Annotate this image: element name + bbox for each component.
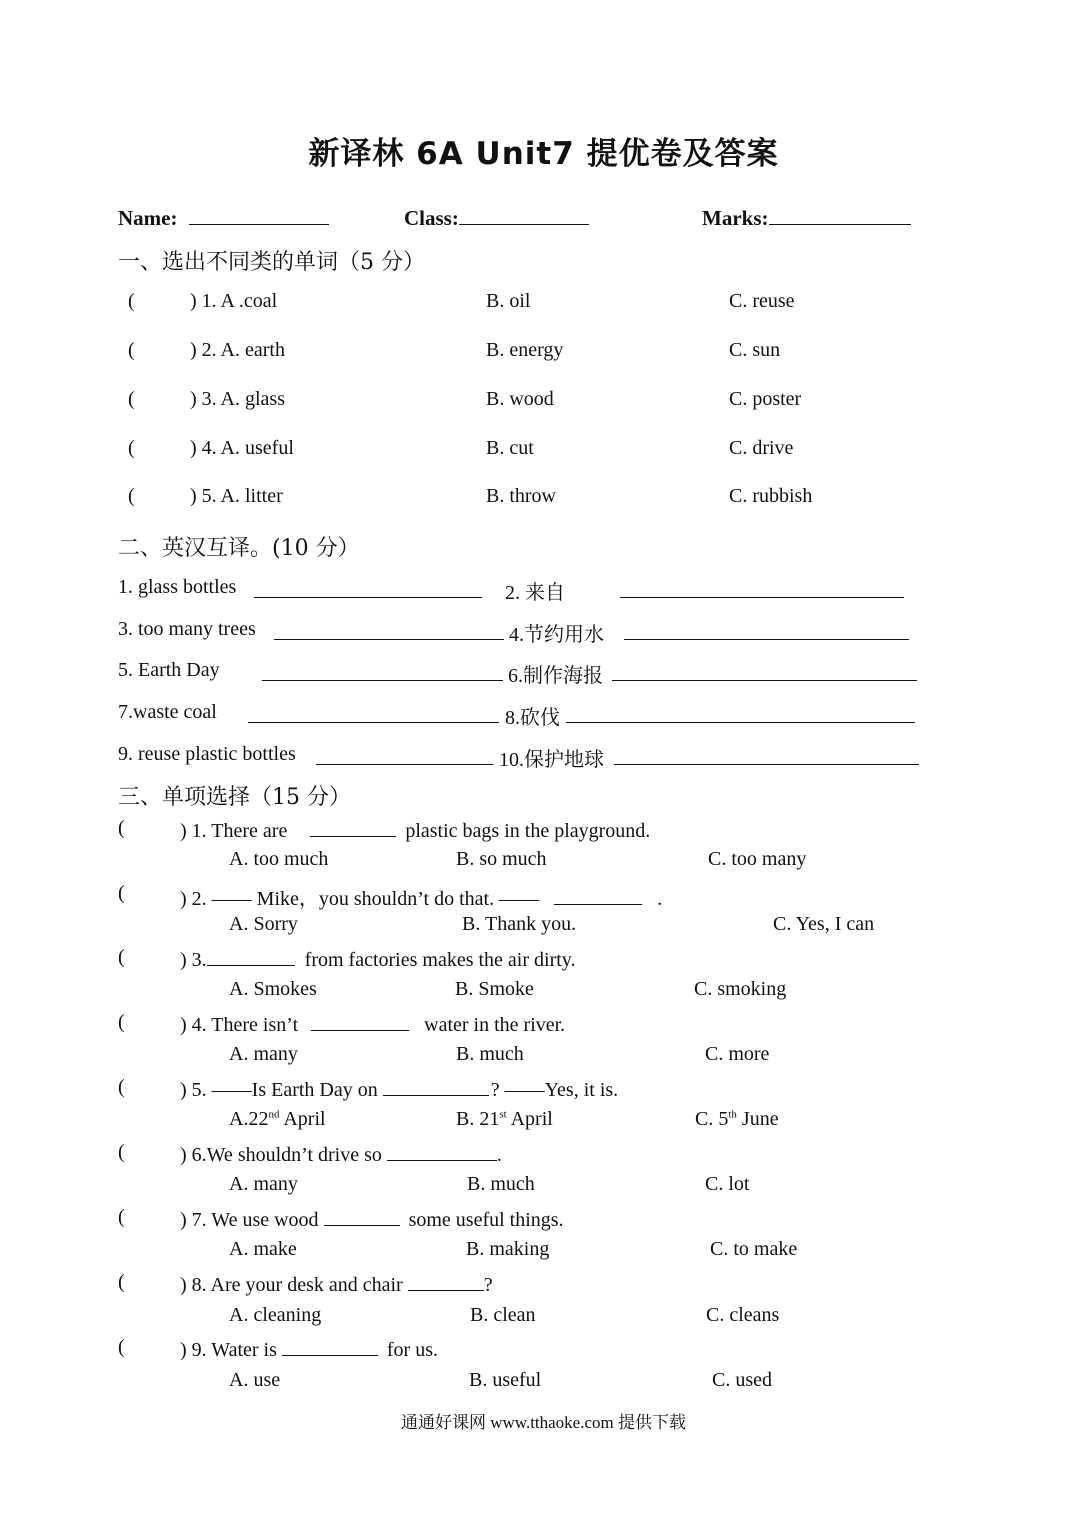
s2-blank3 <box>274 620 504 640</box>
footer-text: 通通好课网 www.tthaoke.com 提供下载 <box>400 1413 687 1432</box>
class-blank <box>459 205 589 225</box>
s2-blank10 <box>614 745 919 765</box>
s2-blank1 <box>254 578 482 598</box>
q-text: some useful things. <box>408 1209 564 1231</box>
s1-paren: ( <box>128 339 135 361</box>
section3-heading: 三、单项选择（15 分） <box>118 785 351 810</box>
s1-paren: ( <box>128 290 135 312</box>
s3-paren: ( <box>118 1271 125 1293</box>
q-blank <box>408 1271 484 1291</box>
s2-blank4 <box>624 620 909 640</box>
s2-item4: 4.节约用水 <box>509 624 604 646</box>
s3-q1-b: B. so much <box>456 848 547 870</box>
s3-paren: ( <box>118 1141 125 1163</box>
q-blank <box>387 1141 497 1161</box>
s1-q2-b: B. energy <box>486 339 564 361</box>
q-text: ) 1. There are <box>180 820 288 842</box>
q-text: ) 7. We use wood <box>180 1209 319 1231</box>
q-blank <box>324 1206 400 1226</box>
q-text: ? ——Yes, it is. <box>490 1079 619 1101</box>
opt-text: April <box>506 1108 553 1130</box>
q-blank <box>282 1336 378 1356</box>
opt-sup: th <box>728 1108 737 1121</box>
s3-paren: ( <box>118 882 125 904</box>
s1-q3-b: B. wood <box>486 388 554 410</box>
s3-q5-c <box>695 1108 779 1131</box>
s3-q1-a: A. too much <box>229 848 329 870</box>
s3-paren: ( <box>118 1011 125 1033</box>
q-text: ) 8. Are your desk and chair <box>180 1274 403 1296</box>
s3-q4-a: A. many <box>229 1043 298 1065</box>
s1-q2-a: ) 2. A. earth <box>190 339 285 361</box>
s3-q1-c: C. too many <box>708 848 807 870</box>
s1-q2-c: C. sun <box>729 339 781 361</box>
s2-blank9 <box>316 745 493 765</box>
s2-blank2 <box>620 578 904 598</box>
s2-item7: 7.waste coal <box>118 701 217 723</box>
s1-paren: ( <box>128 388 135 410</box>
opt-text: June <box>736 1108 779 1130</box>
s3-q2-text <box>180 882 662 911</box>
s2-item3: 3. too many trees <box>118 618 256 640</box>
s1-paren: ( <box>128 485 135 507</box>
class-label: Class: <box>404 206 459 230</box>
s3-q5-text <box>180 1076 618 1102</box>
q-text: ) 4. There isn’t <box>180 1014 299 1036</box>
s1-q1-c: C. reuse <box>729 290 795 312</box>
q-text: ) 3. <box>180 949 207 971</box>
section2-heading: 二、英汉互译。(10 分） <box>118 536 360 561</box>
s3-q5-a <box>229 1108 326 1131</box>
s1-q3-a: ) 3. A. glass <box>190 388 285 410</box>
q-text: . <box>657 888 663 910</box>
s2-item9: 9. reuse plastic bottles <box>118 743 296 765</box>
q-blank <box>207 946 295 966</box>
name-label: Name: <box>118 206 178 230</box>
name-field <box>118 205 329 231</box>
marks-blank <box>769 205 911 225</box>
s1-paren: ( <box>128 437 135 459</box>
s1-q5-a: ) 5. A. litter <box>190 485 283 507</box>
s3-q8-a: A. cleaning <box>229 1304 322 1326</box>
opt-sup: st <box>499 1108 507 1121</box>
page-title: 新译林 6A Unit7 提优卷及答案 <box>308 136 779 172</box>
q-blank <box>310 817 396 837</box>
s1-q5-b: B. throw <box>486 485 556 507</box>
s2-blank6 <box>612 661 917 681</box>
q-text: ) 9. Water is <box>180 1339 277 1361</box>
s2-item5: 5. Earth Day <box>118 659 220 681</box>
q-text: for us. <box>386 1339 438 1361</box>
s3-q6-c: C. lot <box>705 1173 750 1195</box>
class-field <box>404 205 589 231</box>
s1-q1-a: ) 1. A .coal <box>190 290 278 312</box>
opt-sup: nd <box>268 1108 280 1121</box>
s3-q9-b: B. useful <box>469 1369 542 1391</box>
s2-item2: 2. 来自 <box>505 582 565 604</box>
opt-text: April <box>279 1108 326 1130</box>
s3-q6-a: A. many <box>229 1173 298 1195</box>
s3-paren: ( <box>118 946 125 968</box>
s3-paren: ( <box>118 1206 125 1228</box>
q-blank <box>311 1011 409 1031</box>
s1-q4-c: C. drive <box>729 437 794 459</box>
s3-q4-b: B. much <box>456 1043 524 1065</box>
s3-q7-c: C. to make <box>710 1238 798 1260</box>
s3-paren: ( <box>118 1336 125 1358</box>
s2-blank8 <box>566 703 915 723</box>
s3-q9-c: C. used <box>712 1369 772 1391</box>
s2-blank5 <box>262 661 503 681</box>
opt-text: C. 5 <box>695 1108 729 1130</box>
q-blank <box>554 885 642 905</box>
q-text: water in the river. <box>424 1014 566 1036</box>
marks-label: Marks: <box>702 206 769 230</box>
q-text: ? <box>483 1274 493 1296</box>
s3-paren: ( <box>118 817 125 839</box>
s1-q1-b: B. oil <box>486 290 531 312</box>
q-text: ) 6.We shouldn’t drive so <box>180 1144 382 1166</box>
s3-q3-b: B. Smoke <box>455 978 534 1000</box>
s3-q5-b <box>456 1108 553 1131</box>
q-text: ) 2. —— Mike，you shouldn’t do that. —— <box>180 888 540 910</box>
s3-q8-text <box>180 1271 493 1297</box>
q-blank <box>383 1076 489 1096</box>
s1-q3-c: C. poster <box>729 388 802 410</box>
s3-q9-a: A. use <box>229 1369 281 1391</box>
s3-q1-text <box>180 817 650 843</box>
q-text: from factories makes the air dirty. <box>304 949 576 971</box>
marks-field <box>702 205 911 231</box>
s3-q9-text <box>180 1336 438 1362</box>
q-text: ) 5. ——Is Earth Day on <box>180 1079 378 1101</box>
opt-text: B. 21 <box>456 1108 500 1130</box>
s2-item1: 1. glass bottles <box>118 576 237 598</box>
opt-text: A.22 <box>229 1108 269 1130</box>
s3-q2-a: A. Sorry <box>229 913 298 935</box>
s3-q3-text <box>180 946 576 972</box>
q-text: plastic bags in the playground. <box>405 820 651 842</box>
s2-item10: 10.保护地球 <box>499 749 604 771</box>
s3-q7-a: A. make <box>229 1238 297 1260</box>
s1-q4-b: B. cut <box>486 437 534 459</box>
s3-q6-text <box>180 1141 502 1167</box>
s2-item8: 8.砍伐 <box>505 707 560 729</box>
s3-q4-text <box>180 1011 565 1037</box>
section1-heading: 一、选出不同类的单词（5 分） <box>118 250 425 275</box>
q-text: . <box>496 1144 502 1166</box>
s3-q3-a: A. Smokes <box>229 978 317 1000</box>
s3-q3-c: C. smoking <box>694 978 787 1000</box>
s3-q6-b: B. much <box>467 1173 535 1195</box>
s3-paren: ( <box>118 1076 125 1098</box>
s3-q4-c: C. more <box>705 1043 770 1065</box>
s3-q2-b: B. Thank you. <box>462 913 577 935</box>
s3-q7-b: B. making <box>466 1238 550 1260</box>
s3-q7-text <box>180 1206 564 1232</box>
s3-q2-c: C. Yes, I can <box>773 913 875 935</box>
s3-q8-b: B. clean <box>470 1304 536 1326</box>
name-blank <box>189 205 329 225</box>
s2-blank7 <box>248 703 499 723</box>
s2-item6: 6.制作海报 <box>508 665 603 687</box>
s3-q8-c: C. cleans <box>706 1304 780 1326</box>
s1-q4-a: ) 4. A. useful <box>190 437 294 459</box>
s1-q5-c: C. rubbish <box>729 485 813 507</box>
